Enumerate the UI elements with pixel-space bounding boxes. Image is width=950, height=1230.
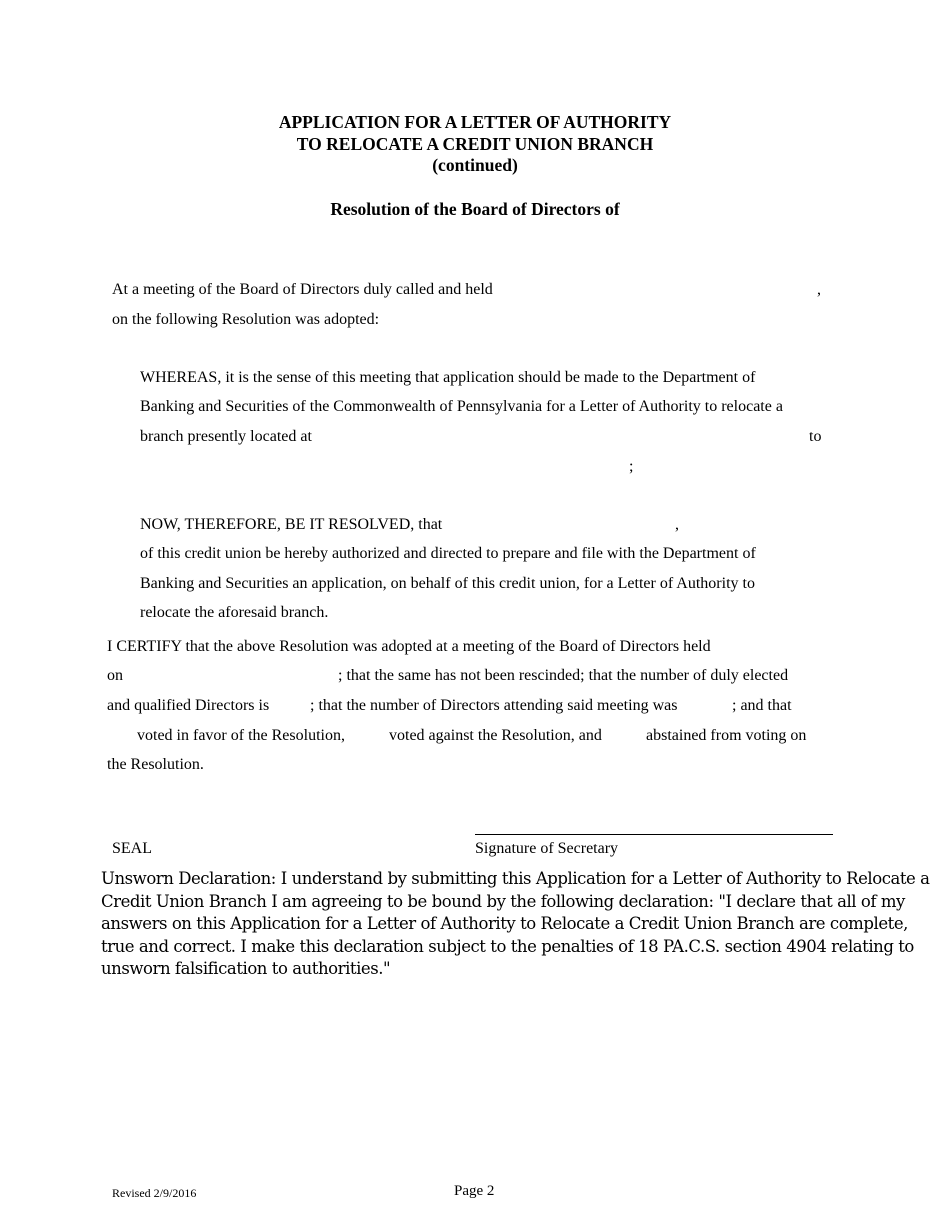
certify-line-2b: ; that the same has not been rescinded; that the number of duly elected [338, 667, 789, 684]
votes-against-field[interactable] [362, 727, 386, 745]
resolved-line-4: relocate the aforesaid branch. [140, 604, 329, 621]
certify-line-4a: voted in favor of the Resolution, [137, 727, 345, 744]
page-number: Page 2 [454, 1183, 495, 1199]
attending-directors-count-field[interactable] [707, 697, 729, 715]
meeting-held-field[interactable] [525, 281, 810, 299]
whereas-line-2: Banking and Securities of the Commonwealth of Pennsylvania for a Letter of Authority to relocate a [140, 398, 783, 415]
qualified-directors-count-field[interactable] [284, 697, 306, 715]
whereas-line-1: WHEREAS, it is the sense of this meeting that application should be made to the Department of [140, 369, 756, 386]
authorized-person-field[interactable] [474, 516, 670, 534]
resolved-line-2: of this credit union be hereby authorized and directed to prepare and file with the Department of [140, 545, 756, 562]
resolved-line-1: NOW, THEREFORE, BE IT RESOLVED, that [140, 516, 443, 533]
certify-line-2a: on [107, 667, 123, 684]
revised-date: Revised 2/9/2016 [112, 1186, 197, 1200]
certify-line-4b: voted against the Resolution, and [389, 727, 602, 744]
form-title-continued: (continued) [432, 155, 518, 175]
certify-line-1: I CERTIFY that the above Resolution was adopted at a meeting of the Board of Directors held [107, 638, 711, 655]
seal-label: SEAL [112, 840, 152, 857]
meeting-line-2: on the following Resolution was adopted: [112, 311, 380, 328]
whereas-line-3: branch presently located at [140, 428, 312, 445]
secretary-signature-line[interactable] [475, 834, 833, 835]
abstained-count-field[interactable] [619, 727, 643, 745]
certify-line-3c: ; and that [732, 697, 792, 714]
current-branch-location-field[interactable] [330, 428, 802, 446]
certify-line-3a: and qualified Directors is [107, 697, 270, 714]
certify-line-5: the Resolution. [107, 756, 204, 773]
resolution-subtitle: Resolution of the Board of Directors of [330, 199, 620, 219]
meeting-comma: , [817, 281, 821, 298]
votes-in-favor-field[interactable] [109, 727, 134, 745]
certify-line-3b: ; that the number of Directors attending said meeting was [310, 697, 678, 714]
new-branch-location-field[interactable] [140, 458, 625, 476]
whereas-to: to [809, 428, 822, 445]
certify-line-4c: abstained from voting on [646, 727, 807, 744]
resolved-line-3: Banking and Securities an application, on behalf of this credit union, for a Letter of Authority to [140, 575, 755, 592]
signature-of-secretary-label: Signature of Secretary [475, 840, 619, 857]
form-title-line-1: APPLICATION FOR A LETTER OF AUTHORITY [278, 112, 672, 132]
unsworn-declaration: Unsworn Declaration: I understand by submitting this Application for a Letter of Authority to Relocate a Credit Union Branch I am agreeing to be bound by the following declaration: "I declare that all of my answers on this Application for a Letter of Authority to Relocate a Credit Union Branch are complete, true and correct. I make this declaration subject to the penalties of 18 PA.C.S. section 4904 relating to unsworn falsification to authorities." [101, 869, 930, 978]
form-title-line-2: TO RELOCATE A CREDIT UNION BRANCH [296, 134, 654, 154]
meeting-date-field[interactable] [130, 667, 333, 685]
whereas-semicolon: ; [629, 458, 634, 475]
resolved-comma: , [675, 516, 679, 533]
meeting-line-1: At a meeting of the Board of Directors duly called and held [112, 281, 493, 298]
